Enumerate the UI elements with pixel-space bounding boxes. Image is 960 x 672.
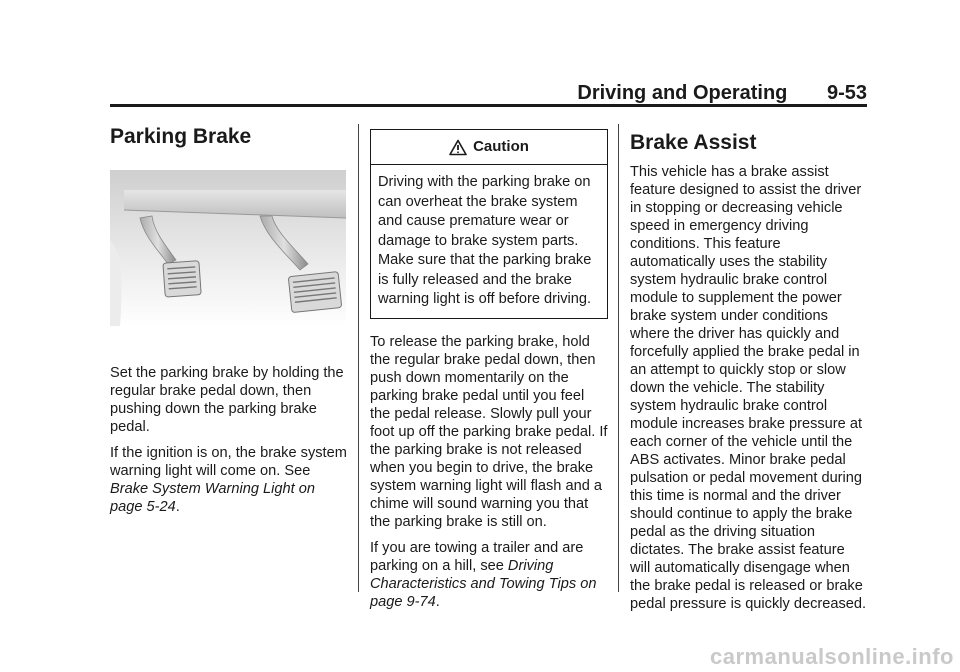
column-caution xyxy=(370,124,608,619)
page-header xyxy=(110,82,867,106)
caution-box xyxy=(370,129,608,319)
section-title: Driving and Operating xyxy=(577,82,788,104)
header-rule xyxy=(110,104,867,107)
pedals-illustration xyxy=(110,170,346,326)
column-divider xyxy=(358,124,359,592)
cross-reference-link[interactable]: Brake System Warning Light on page 5-24 xyxy=(110,481,315,515)
column-divider xyxy=(618,124,619,592)
column-parking-brake xyxy=(110,124,350,524)
towing-paragraph: If you are towing a trailer and are parking on a hill, see Driving Characteristics and Towing Tips on page 9-74. xyxy=(370,539,597,610)
brake-assist-paragraph: This vehicle has a brake assist feature designed to assist the driver in stopping or decreasing vehicle speed in emergency driving conditions. This feature automatically uses the stability system hydraulic brake control module to supplement the power brake system under conditions where the driver has quickly and forcefully applied the brake pedal in an attempt to quickly stop or slow down the vehicle. The stability system hydraulic brake control module increases brake pressure at each corner of the vehicle until the ABS activates. Minor brake pedal pulsation or pedal movement during this time is normal and the driver should continue to apply the brake pedal as the driving situation dictates. The brake assist feature will automatically disengage when the brake pedal is released or brake pedal pressure is quickly decreased. xyxy=(630,164,867,612)
page-number: 9-53 xyxy=(826,82,867,104)
caution-text: Driving with the parking brake on can overheat the brake system and cause premature wear or damage to brake system parts. Make sure that the parking brake is fully released and the brake warning light is off before driving. xyxy=(378,174,592,307)
parking-brake-paragraph-2: If the ignition is on, the brake system warning light will come on. See Brake System Warning Light on page 5-24. xyxy=(110,445,347,515)
caution-header xyxy=(371,130,607,165)
column-brake-assist xyxy=(630,124,868,621)
release-paragraph: To release the parking brake, hold the regular brake pedal down, then push down momentarily on the parking brake pedal until you feel the pedal release. Slowly pull your foot up off the parking brake pedal. If the parking brake is not released when you begin to drive, the brake system warning light will flash and a chime will sound warning you that the parking brake is still on. xyxy=(370,333,608,530)
cross-reference-link[interactable]: Driving Characteristics and Towing Tips on page 9-74 xyxy=(370,557,597,610)
warning-triangle-icon xyxy=(449,139,467,156)
caution-title: Caution xyxy=(473,138,529,155)
parking-brake-paragraph-1: Set the parking brake by holding the regular brake pedal down, then pushing down the parking brake pedal. xyxy=(110,365,344,435)
watermark: carmanualsonline.info xyxy=(710,644,954,669)
parking-brake-heading: Parking Brake xyxy=(110,125,252,148)
brake-assist-heading: Brake Assist xyxy=(630,131,757,154)
